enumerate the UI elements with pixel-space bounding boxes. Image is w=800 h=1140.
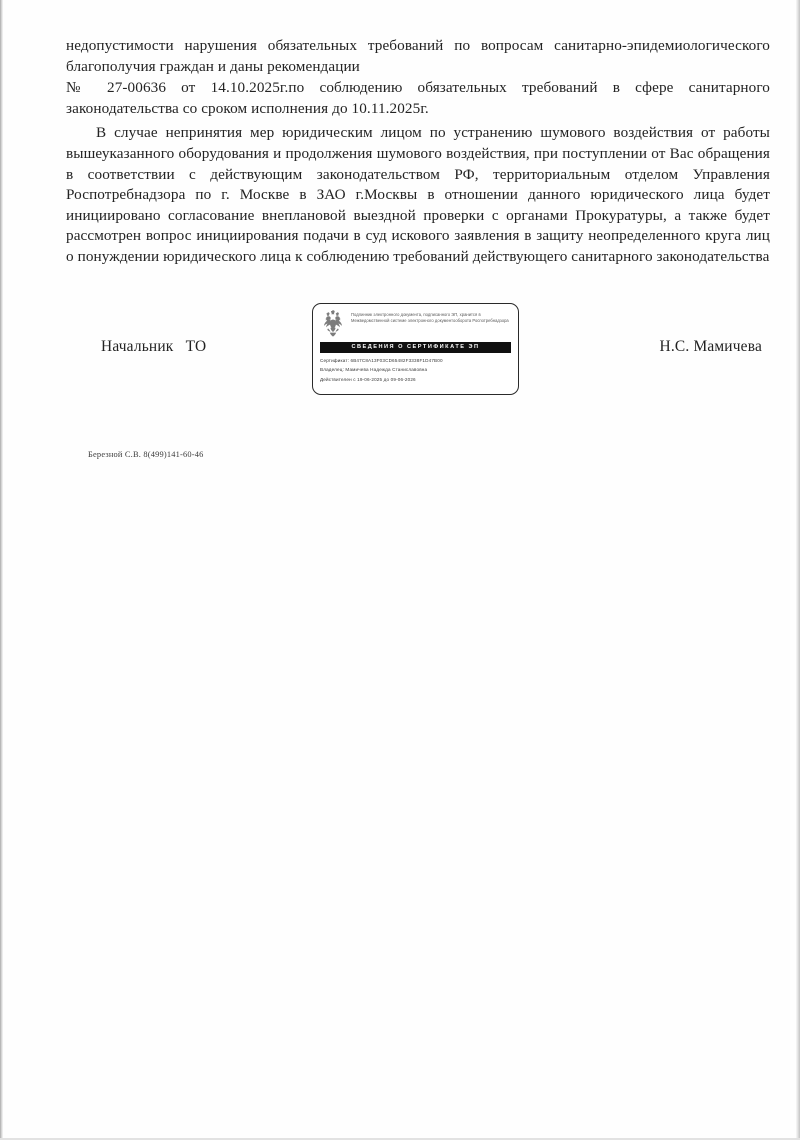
stamp-owner-value: Мамичева Надежда Станиславовна xyxy=(345,367,428,373)
stamp-header xyxy=(320,310,511,340)
paragraph-continuation: недопустимости нарушения обязательных требований по вопросам санитарно-эпидемиологического благополучия граждан и даны рекомендации xyxy=(66,37,770,75)
page-blank-area xyxy=(0,480,800,1140)
signatory-name: Н.С. Мамичева xyxy=(659,338,762,355)
stamp-certificate-line xyxy=(320,356,511,365)
stamp-banner: СВЕДЕНИЯ О СЕРТИФИКАТЕ ЭП xyxy=(320,342,511,353)
stamp-owner-line xyxy=(320,365,511,374)
russian-coat-of-arms-icon xyxy=(320,310,346,338)
paragraph-order-reference: № 27-00636 от 14.10.2025г.по соблюдению обязательных требований в сфере санитарного законодательства со сроком исполнения до 10.11.2025г. xyxy=(66,79,770,117)
stamp-certificate-value: 6B47C8A13F03CD65482F3338F1D47B00 xyxy=(350,358,443,363)
document-body xyxy=(66,36,770,268)
stamp-certificate-label: Сертификат: xyxy=(320,358,350,363)
electronic-signature-stamp xyxy=(312,303,519,395)
stamp-certificate-details xyxy=(320,356,511,384)
paragraph-consequences: В случае непринятия мер юридическим лицом по устранению шумового воздействия от работы вышеуказанного оборудования и продолжения шумового воздействия, при поступлении от Вас обращения в соответствии с действующим законодательством РФ, территориальным отделом Управления Роспотребнадзора по г. Москве в ЗАО г.Москвы в отношении данного юридического лица будет инициировано согласование внеплановой выездной проверки с органами Прокуратуры, а также будет рассмотрен вопрос инициирования подачи в суд искового заявления в защиту неопределенного круга лиц о понуждении юридического лица к соблюдению требований действующего санитарного законодательства xyxy=(66,124,770,265)
stamp-validity-to-label: до xyxy=(383,376,390,382)
stamp-validity-from: 19-06-2025 xyxy=(357,376,383,382)
stamp-validity-to: 09-06-2026 xyxy=(390,376,416,382)
stamp-validity-line xyxy=(320,375,511,384)
signatory-title: Начальник ТО xyxy=(101,338,207,355)
stamp-note: Подлинник электронного документа, подписанного ЭП, хранится в Межведомственной системе электронного документооборота Роспотребнадзора xyxy=(351,312,509,324)
footer-contact: Березной С.В. 8(499)141-60-46 xyxy=(88,450,204,459)
stamp-validity-label: Действителен с xyxy=(320,376,356,382)
stamp-owner-label: Владелец: xyxy=(320,367,344,373)
